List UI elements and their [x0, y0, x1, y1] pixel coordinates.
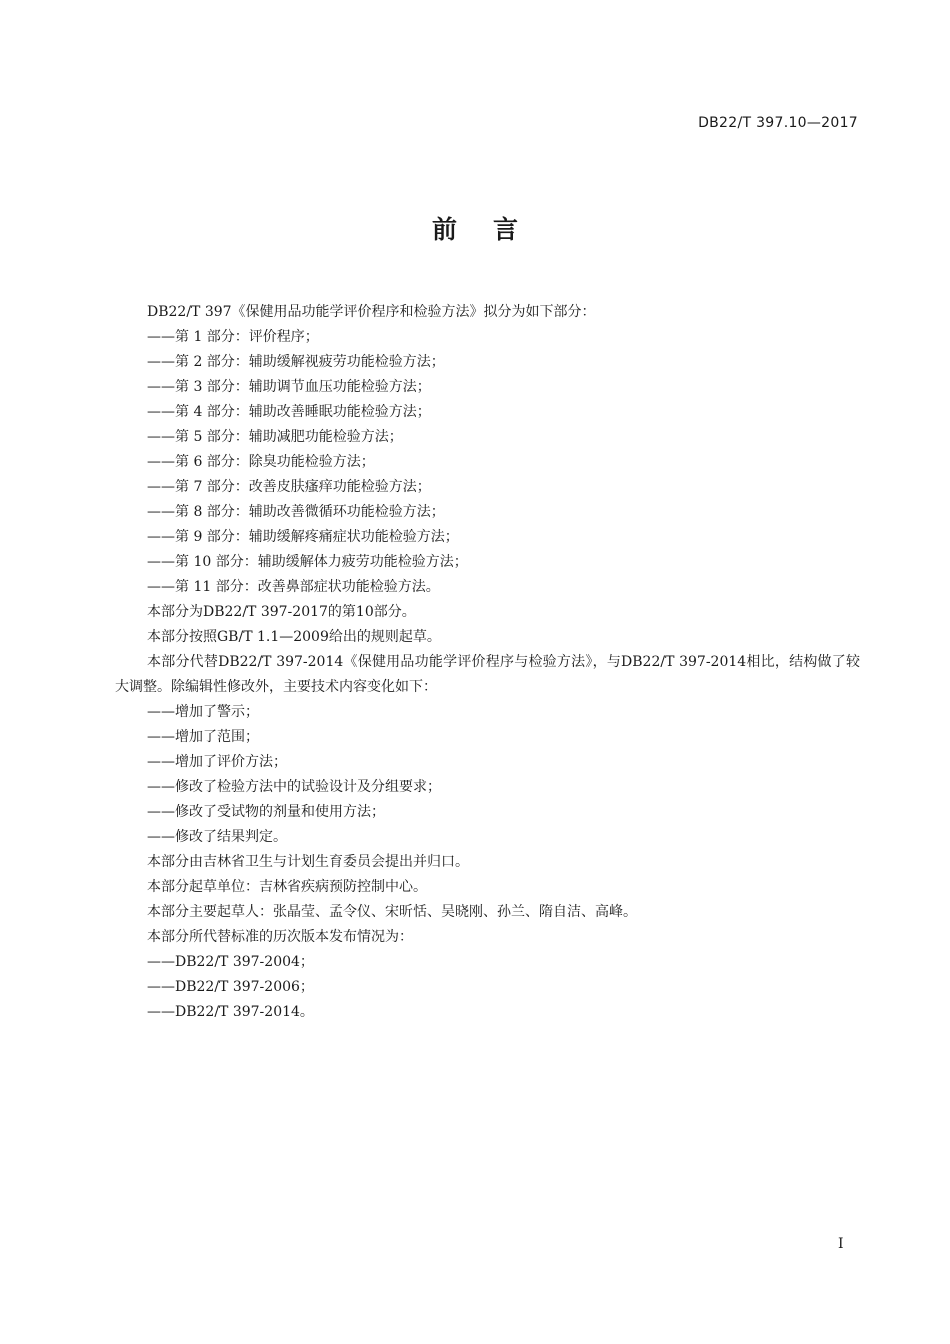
document-code: DB22/T 397.10—2017 [698, 115, 858, 131]
list-item: ——DB22/T 397-2004； [147, 954, 314, 970]
list-item: ——第 11 部分：改善鼻部症状功能检验方法。 [147, 579, 440, 595]
list-item: ——第 2 部分：辅助缓解视疲劳功能检验方法； [147, 354, 445, 370]
paragraph-intro: DB22/T 397《保健用品功能学评价程序和检验方法》拟分为如下部分： [147, 304, 596, 320]
list-item: ——第 3 部分：辅助调节血压功能检验方法； [147, 379, 431, 395]
list-item: ——修改了结果判定。 [147, 829, 287, 845]
list-item: ——第 5 部分：辅助减肥功能检验方法； [147, 429, 403, 445]
list-item: ——第 4 部分：辅助改善睡眠功能检验方法； [147, 404, 431, 420]
list-item: ——增加了评价方法； [147, 754, 287, 770]
list-item: ——第 6 部分：除臭功能检验方法； [147, 454, 375, 470]
list-item: ——第 1 部分：评价程序； [147, 329, 319, 345]
list-item: ——第 8 部分：辅助改善微循环功能检验方法； [147, 504, 445, 520]
paragraph: 本部分为DB22/T 397-2017的第10部分。 [147, 604, 416, 620]
list-item: ——DB22/T 397-2006； [147, 979, 314, 995]
list-item: ——第 10 部分：辅助缓解体力疲劳功能检验方法； [147, 554, 468, 570]
list-item: ——DB22/T 397-2014。 [147, 1004, 314, 1020]
paragraph: 本部分所代替标准的历次版本发布情况为： [147, 929, 413, 945]
list-item: ——第 9 部分：辅助缓解疼痛症状功能检验方法； [147, 529, 459, 545]
list-item: ——第 7 部分：改善皮肤瘙痒功能检验方法； [147, 479, 431, 495]
list-item: ——增加了范围； [147, 729, 259, 745]
paragraph: 本部分起草单位：吉林省疾病预防控制中心。 [147, 879, 427, 895]
foreword-body [115, 300, 860, 1025]
list-item: ——修改了受试物的剂量和使用方法； [147, 804, 385, 820]
paragraph: 本部分主要起草人：张晶莹、孟令仪、宋昕恬、吴晓刚、孙兰、隋自洁、高峰。 [147, 904, 637, 920]
list-item: ——修改了检验方法中的试验设计及分组要求； [147, 779, 441, 795]
page-title: 前言 [431, 215, 554, 244]
paragraph-replacement: 本部分代替DB22/T 397-2014《保健用品功能学评价程序与检验方法》，与DB22/T 397-2014相比，结构做了较大调整。除编辑性修改外，主要技术内容变化如下： [115, 654, 860, 695]
list-item: ——增加了警示； [147, 704, 259, 720]
paragraph: 本部分由吉林省卫生与计划生育委员会提出并归口。 [147, 854, 469, 870]
page-number: I [838, 1236, 844, 1252]
paragraph: 本部分按照GB/T 1.1—2009给出的规则起草。 [147, 629, 441, 645]
